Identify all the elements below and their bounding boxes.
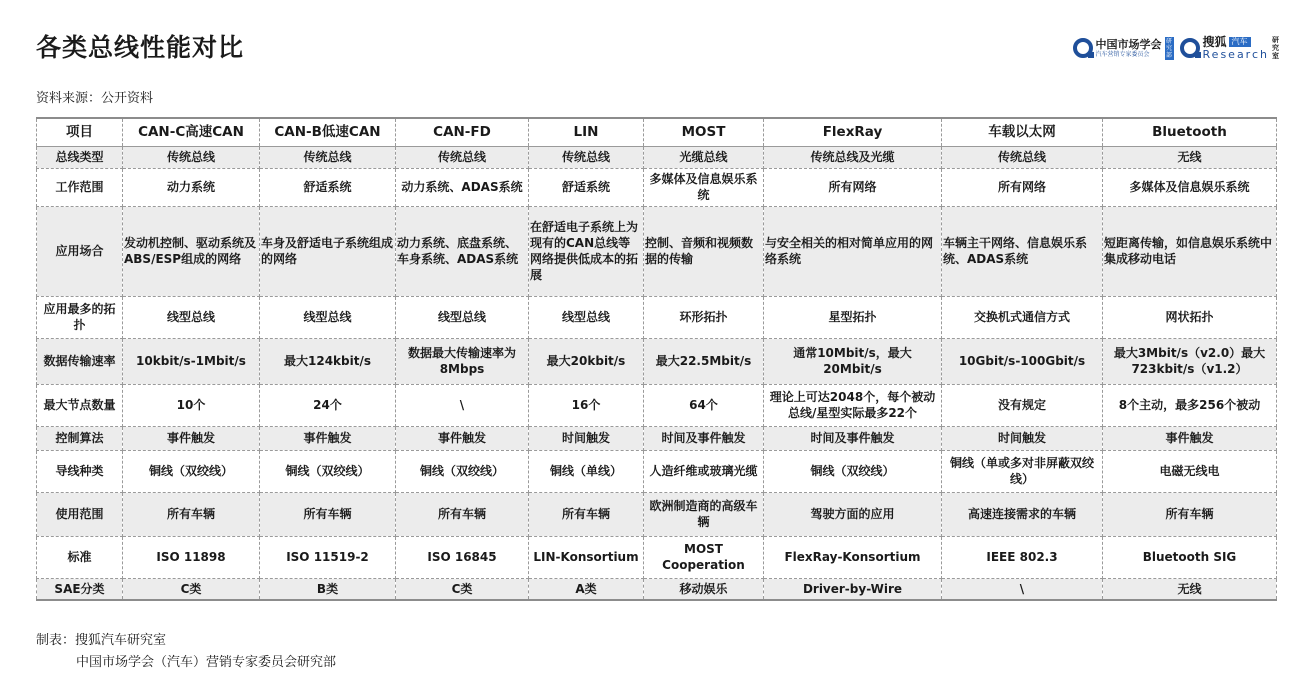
sohu-logo-side: 研究室	[1272, 36, 1279, 60]
table-cell: 铜线（单或多对非屏蔽双绞线）	[942, 450, 1103, 492]
table-cell: Driver-by-Wire	[764, 578, 942, 600]
table-cell: 控制、音频和视频数据的传输	[644, 206, 764, 296]
table-cell: B类	[260, 578, 396, 600]
table-cell: 铜线（双绞线）	[396, 450, 529, 492]
table-cell: ISO 16845	[396, 536, 529, 578]
table-cell: 最大3Mbit/s（v2.0）最大723kbit/s（v1.2）	[1103, 338, 1277, 384]
table-row	[37, 450, 1277, 492]
header-cell: CAN-FD	[396, 118, 529, 146]
table-cell: 多媒体及信息娱乐系统	[644, 168, 764, 206]
table-cell: ISO 11898	[123, 536, 260, 578]
sohu-logo-icon	[1180, 38, 1200, 58]
table-cell: 电磁无线电	[1103, 450, 1277, 492]
cmacm-logo-main: 中国市场学会	[1095, 37, 1162, 51]
table-cell: 舒适系统	[529, 168, 644, 206]
table-cell: 传统总线	[529, 146, 644, 168]
row-label-cell: 应用最多的拓扑	[37, 296, 123, 338]
table-cell: 时间触发	[529, 426, 644, 450]
table-cell: 最大22.5Mbit/s	[644, 338, 764, 384]
header-cell: CAN-C高速CAN	[123, 118, 260, 146]
table-cell: 没有规定	[942, 384, 1103, 426]
table-cell: 星型拓扑	[764, 296, 942, 338]
row-label-cell: 工作范围	[37, 168, 123, 206]
footer-line: 中国市场学会（汽车）营销专家委员会研究部	[76, 655, 337, 670]
table-cell: 车身及舒适电子系统组成的网络	[260, 206, 396, 296]
footer-line: 制表：搜狐汽车研究室	[36, 633, 167, 648]
cmacm-logo-icon	[1073, 38, 1093, 58]
table-cell: A类	[529, 578, 644, 600]
table-cell: 最大124kbit/s	[260, 338, 396, 384]
table-cell: IEEE 802.3	[942, 536, 1103, 578]
table-cell: 铜线（双绞线）	[260, 450, 396, 492]
table-cell: 最大20kbit/s	[529, 338, 644, 384]
table-cell: 无线	[1103, 578, 1277, 600]
table-cell: 事件触发	[396, 426, 529, 450]
table-cell: 所有网络	[942, 168, 1103, 206]
table-cell: 舒适系统	[260, 168, 396, 206]
table-cell: FlexRay-Konsortium	[764, 536, 942, 578]
table-cell: 铜线（双绞线）	[764, 450, 942, 492]
table-cell: 铜线（双绞线）	[123, 450, 260, 492]
table-cell: 通常10Mbit/s，最大20Mbit/s	[764, 338, 942, 384]
table-cell: 所有车辆	[260, 492, 396, 536]
header-cell: MOST	[644, 118, 764, 146]
table-row	[37, 146, 1277, 168]
table-cell: 数据最大传输速率为8Mbps	[396, 338, 529, 384]
table-cell: 所有车辆	[123, 492, 260, 536]
table-cell: 动力系统、底盘系统、车身系统、ADAS系统	[396, 206, 529, 296]
row-label-cell: 使用范围	[37, 492, 123, 536]
table-cell: 事件触发	[1103, 426, 1277, 450]
table-cell: 移动娱乐	[644, 578, 764, 600]
table-cell: LIN-Konsortium	[529, 536, 644, 578]
header-cell: 车载以太网	[942, 118, 1103, 146]
row-label-cell: 控制算法	[37, 426, 123, 450]
table-cell: 线型总线	[123, 296, 260, 338]
table-cell: 无线	[1103, 146, 1277, 168]
table-cell: 网状拓扑	[1103, 296, 1277, 338]
table-row	[37, 426, 1277, 450]
header-cell: Bluetooth	[1103, 118, 1277, 146]
header-cell: FlexRay	[764, 118, 942, 146]
table-cell: 16个	[529, 384, 644, 426]
sohu-research-logo	[1180, 36, 1280, 60]
table-header-row	[37, 118, 1277, 146]
table-cell: 线型总线	[260, 296, 396, 338]
cmacm-logo-sub: 汽车营销专家委员会	[1095, 50, 1150, 58]
table-cell: 车辆主干网络、信息娱乐系统、ADAS系统	[942, 206, 1103, 296]
cmacm-logo-tag: 研究部	[1166, 37, 1173, 59]
table-row	[37, 338, 1277, 384]
row-label-cell: SAE分类	[37, 578, 123, 600]
table-cell: C类	[396, 578, 529, 600]
table-row	[37, 296, 1277, 338]
header-cell: 项目	[37, 118, 123, 146]
logo-group	[1073, 34, 1280, 62]
row-label-cell: 导线种类	[37, 450, 123, 492]
table-cell: 在舒适电子系统上为现有的CAN总线等网络提供低成本的拓展	[529, 206, 644, 296]
table-cell: 交换机式通信方式	[942, 296, 1103, 338]
table-cell: 人造纤维或玻璃光缆	[644, 450, 764, 492]
table-cell: \	[396, 384, 529, 426]
table-cell: Bluetooth SIG	[1103, 536, 1277, 578]
table-cell: 传统总线	[123, 146, 260, 168]
table-cell: 短距离传输，如信息娱乐系统中集成移动电话	[1103, 206, 1277, 296]
table-cell: 时间及事件触发	[644, 426, 764, 450]
table-row	[37, 536, 1277, 578]
table-cell: 所有网络	[764, 168, 942, 206]
table-cell: 高速连接需求的车辆	[942, 492, 1103, 536]
table-cell: C类	[123, 578, 260, 600]
table-cell: 发动机控制、驱动系统及ABS/ESP组成的网络	[123, 206, 260, 296]
table-cell: 理论上可达2048个，每个被动总线/星型实际最多22个	[764, 384, 942, 426]
table-cell: 64个	[644, 384, 764, 426]
table-cell: 事件触发	[123, 426, 260, 450]
table-row	[37, 492, 1277, 536]
sohu-logo-en: Research	[1202, 48, 1269, 61]
table-cell: 驾驶方面的应用	[764, 492, 942, 536]
row-label-cell: 标准	[37, 536, 123, 578]
footer-credits	[36, 630, 336, 674]
bus-comparison-table	[36, 117, 1277, 601]
table-row	[37, 168, 1277, 206]
table-cell: 所有车辆	[396, 492, 529, 536]
table-cell: ISO 11519-2	[260, 536, 396, 578]
table-cell: 与安全相关的相对简单应用的网络系统	[764, 206, 942, 296]
table-cell: 传统总线	[942, 146, 1103, 168]
cmacm-logo	[1073, 37, 1174, 60]
table-cell: 事件触发	[260, 426, 396, 450]
table-cell: 多媒体及信息娱乐系统	[1103, 168, 1277, 206]
table-cell: 传统总线	[396, 146, 529, 168]
table-cell: 传统总线及光缆	[764, 146, 942, 168]
row-label-cell: 最大节点数量	[37, 384, 123, 426]
table-cell: 时间触发	[942, 426, 1103, 450]
table-cell: 线型总线	[529, 296, 644, 338]
row-label-cell: 数据传输速率	[37, 338, 123, 384]
table-cell: 所有车辆	[1103, 492, 1277, 536]
table-cell: \	[942, 578, 1103, 600]
row-label-cell: 总线类型	[37, 146, 123, 168]
table-cell: 光缆总线	[644, 146, 764, 168]
table-cell: 传统总线	[260, 146, 396, 168]
table-cell: 10kbit/s-1Mbit/s	[123, 338, 260, 384]
table-cell: 10个	[123, 384, 260, 426]
table-cell: 10Gbit/s-100Gbit/s	[942, 338, 1103, 384]
source-note: 资料来源：公开资料	[36, 91, 154, 106]
table-cell: 8个主动，最多256个被动	[1103, 384, 1277, 426]
table-cell: 环形拓扑	[644, 296, 764, 338]
table-cell: 动力系统	[123, 168, 260, 206]
table-cell: 欧洲制造商的高级车辆	[644, 492, 764, 536]
sohu-logo-tag: 汽车	[1229, 37, 1251, 47]
table-row	[37, 578, 1277, 600]
sohu-logo-cn: 搜狐	[1202, 35, 1227, 49]
table-cell: 时间及事件触发	[764, 426, 942, 450]
row-label-cell: 应用场合	[37, 206, 123, 296]
page-title: 各类总线性能对比	[36, 33, 245, 62]
table-row	[37, 384, 1277, 426]
table-cell: 线型总线	[396, 296, 529, 338]
table-row	[37, 206, 1277, 296]
table-cell: MOST Cooperation	[644, 536, 764, 578]
header-cell: LIN	[529, 118, 644, 146]
header-cell: CAN-B低速CAN	[260, 118, 396, 146]
table-cell: 24个	[260, 384, 396, 426]
table-cell: 所有车辆	[529, 492, 644, 536]
table-cell: 动力系统、ADAS系统	[396, 168, 529, 206]
table-cell: 铜线（单线）	[529, 450, 644, 492]
